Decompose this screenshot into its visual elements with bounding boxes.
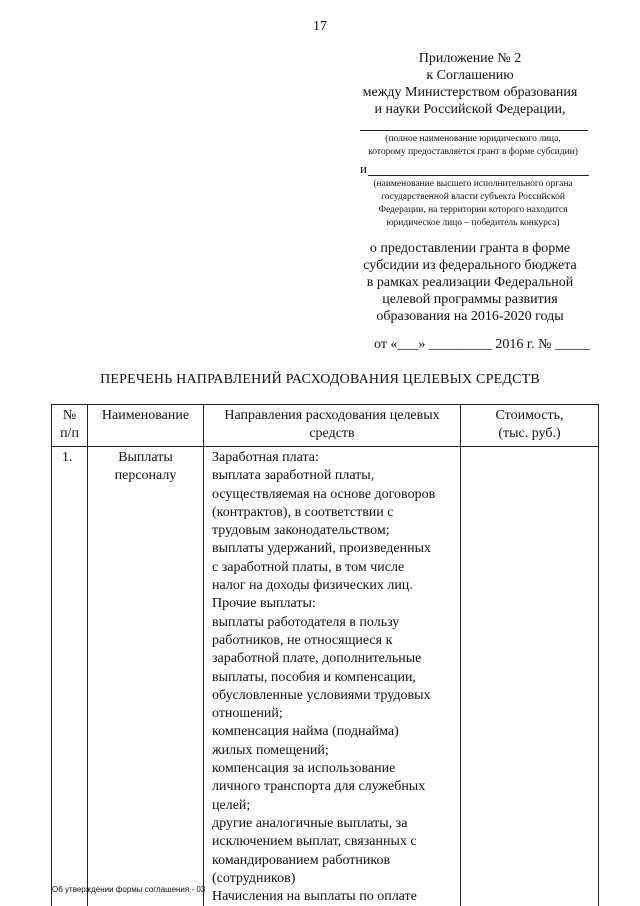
- cell-text: Заработная плата:: [212, 450, 319, 465]
- cell-text: отношений;: [212, 706, 283, 722]
- cell-text: заработной плате, дополнительные: [212, 651, 422, 667]
- note-line: государственной власти субъекта Российской: [381, 192, 565, 202]
- column-divider: [460, 404, 461, 906]
- party1-blank-line: [360, 130, 588, 131]
- and-label: и: [360, 161, 367, 176]
- cell-text: исключением выплат, связанных с: [212, 834, 417, 850]
- note-line: которому предоставляется грант в форме субсидии): [368, 147, 578, 157]
- header-num: [52, 407, 87, 443]
- subject-line: в рамках реализации Федеральной: [366, 275, 574, 290]
- header-text: (тыс. руб.): [498, 426, 561, 441]
- appendix-heading: [345, 50, 595, 118]
- column-divider: [203, 404, 204, 906]
- cell-text: осуществляемая на основе договоров: [212, 486, 436, 502]
- agreement-subject: [345, 240, 595, 325]
- date-number-line: от «___» _________ 2016 г. № _____: [374, 337, 590, 352]
- subject-line: субсидии из федерального бюджета: [363, 258, 577, 273]
- header-cost: [461, 407, 598, 443]
- note-line: Федерации, на территории которого находится: [378, 205, 568, 215]
- appendix-line: между Министерством образования: [362, 85, 578, 100]
- cell-text: (контрактов), в соответствии с: [212, 504, 394, 520]
- header-text: Наименование: [101, 408, 190, 423]
- row-directions: [212, 449, 460, 906]
- note-line: юридическое лицо – победитель конкурса): [386, 218, 560, 228]
- cell-text: трудовым законодательством;: [212, 523, 390, 539]
- cell-text: компенсация найма (поднайма): [212, 724, 399, 740]
- header-name: [88, 407, 203, 425]
- cell-text: Выплаты: [118, 450, 173, 465]
- header-text: Направления расходования целевых: [224, 408, 440, 423]
- subject-line: целевой программы развития: [382, 292, 558, 307]
- cell-text: выплата заработной платы,: [212, 468, 375, 484]
- header-directions: [204, 407, 460, 443]
- cell-text: с заработной платы, в том числе: [212, 559, 405, 575]
- document-title: ПЕРЕЧЕНЬ НАПРАВЛЕНИЙ РАСХОДОВАНИЯ ЦЕЛЕВЫХ СРЕДСТВ: [100, 372, 540, 387]
- cell-text: обусловленные условиями трудовых: [212, 687, 431, 703]
- party1-note: [345, 133, 601, 159]
- note-line: (полное наименование юридического лица,: [385, 134, 561, 144]
- footer-note: Об утверждении формы соглашения - 03: [52, 885, 206, 894]
- row-number: 1.: [62, 450, 73, 465]
- cell-text: Начисления на выплаты по оплате: [212, 889, 417, 905]
- subject-line: о предоставлении гранта в форме: [369, 241, 571, 256]
- cell-text: выплаты удержаний, произведенных: [212, 541, 431, 557]
- appendix-line: Приложение № 2: [418, 51, 522, 66]
- header-text: Стоимость,: [495, 408, 564, 423]
- header-divider: [51, 446, 599, 447]
- cell-text: (сотрудников): [212, 870, 296, 886]
- subject-line: образования на 2016-2020 годы: [376, 309, 564, 324]
- appendix-line: к Соглашению: [426, 68, 514, 83]
- party2-blank-line: [368, 175, 589, 176]
- party2-note: [345, 178, 601, 230]
- cell-text: жилых помещений;: [212, 742, 329, 758]
- cell-text: работников, не относящиеся к: [212, 632, 393, 648]
- cell-text: личного транспорта для служебных: [212, 779, 426, 795]
- page-number: 17: [313, 19, 327, 34]
- cell-text: целей;: [212, 797, 251, 813]
- cell-text: другие аналогичные выплаты, за: [212, 815, 408, 831]
- cell-text: Прочие выплаты:: [212, 596, 316, 612]
- note-line: (наименование высшего исполнительного органа: [373, 179, 573, 189]
- row-name: [88, 449, 203, 486]
- cell-text: командированием работников: [212, 852, 391, 868]
- cell-text: персоналу: [114, 468, 177, 484]
- cell-text: налог на доходы физических лиц.: [212, 578, 413, 594]
- appendix-line: и науки Российской Федерации,: [374, 102, 566, 117]
- header-text: п/п: [60, 426, 79, 441]
- cell-text: компенсация за использование: [212, 761, 396, 777]
- cell-text: выплаты, пособия и компенсации,: [212, 669, 416, 685]
- cell-text: выплаты работодателя в пользу: [212, 614, 400, 630]
- header-text: №: [62, 408, 77, 423]
- header-text: средств: [309, 426, 355, 441]
